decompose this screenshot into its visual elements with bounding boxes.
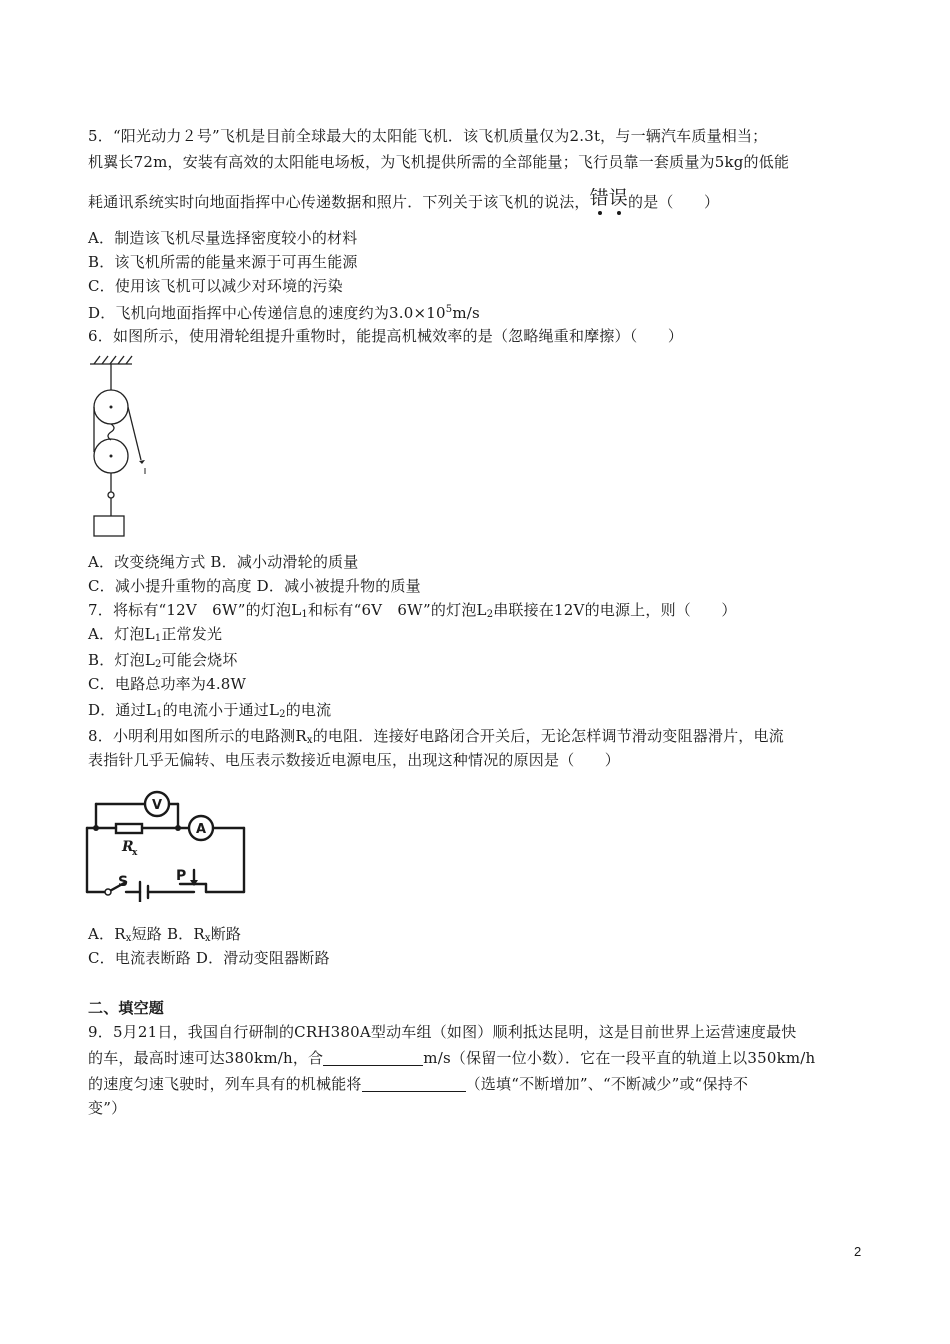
q9-blank-2 [362, 1075, 466, 1092]
q5-option-a: A．制造该飞机尽量选择密度较小的材料 [88, 229, 358, 247]
q5-line2: 机翼长72m，安装有高效的太阳能电场板，为飞机提供所需的全部能量；飞行员靠一套质量为5kg的低能 [88, 153, 790, 171]
q6-options-cd: C．减小提升重物的高度 D．减小被提升物的质量 [88, 577, 421, 595]
q8-line2: 表指针几乎无偏转、电压表示数接近电源电压，出现这种情况的原因是（ ） [88, 751, 621, 769]
q5-emphasis-word: 错误 [590, 188, 628, 208]
q5-line3-post: 的是（ ） [628, 193, 720, 211]
q6-options-ab: A．改变绕绳方式 B．减小动滑轮的质量 [88, 553, 359, 571]
resistor-subscript: x [132, 848, 138, 858]
q5-option-c: C．使用该飞机可以减少对环境的污染 [88, 277, 343, 295]
q8-options-cd: C．电流表断路 D．滑动变阻器断路 [88, 949, 330, 967]
q5-option-b: B．该飞机所需的能量来源于可再生能源 [88, 253, 358, 271]
q5-option-d: D．飞机向地面指挥中心传递信息的速度约为$3.0\times 10^5m/s$ [88, 304, 480, 322]
circuit-diagram [84, 786, 254, 902]
q7-option-b: B．灯泡$L_2$可能会烧坏 [88, 651, 238, 670]
q8-options-ab: A．$R_x$短路 B．$R_x$断路 [88, 925, 242, 944]
voltmeter-label: V [151, 798, 163, 813]
section-heading: 二、填空题 [88, 999, 165, 1017]
ammeter-label: A [195, 822, 207, 837]
q9-line3: 的速度匀速飞驶时，列车具有的机械能将 （选填“不断增加”、“不断减少”或“保持不 [88, 1075, 749, 1093]
q7-option-d: D．通过$L_1$的电流小于通过$L_2$的电流 [88, 701, 332, 720]
resistor-label: R [122, 839, 134, 855]
q7-option-a: A．灯泡$L_1$正常发光 [88, 625, 223, 644]
q5-line3 [88, 188, 719, 214]
q5-line1: 5．“阳光动力２号”飞机是目前全球最大的太阳能飞机．该飞机质量仅为2.3t，与一辆汽车质量相当； [88, 127, 768, 145]
slider-label: P [176, 868, 187, 884]
switch-label: S [118, 874, 129, 890]
q8-line1: 8．小明利用如图所示的电路测$R_x$的电阻．连接好电路闭合开关后，无论怎样调节滑动变阻器滑片，电流 [88, 727, 784, 746]
q9-line4: 变”） [88, 1099, 127, 1117]
q9-blank-1 [323, 1049, 423, 1066]
pulley-figure [86, 352, 166, 542]
q9-line1: 9．5月21日，我国自行研制的CRH380A型动车组（如图）顺利抵达昆明，这是目前世界上运营速度最快 [88, 1023, 797, 1041]
q9-line2: 的车，最高时速可达380km/h，合 m/s（保留一位小数）．它在一段平直的轨道上以350km/h [88, 1049, 816, 1067]
q7-stem: 7．将标有“12V 6W”的灯泡$L_1$和标有“6V 6W”的灯泡$L_2$串联接在12V的电源上，则（ ） [88, 601, 737, 620]
page-number: 2 [854, 1244, 862, 1259]
q7-option-c: C．电路总功率为4.8W [88, 675, 247, 693]
q6-stem: 6．如图所示，使用滑轮组提升重物时，能提高机械效率的是（忽略绳重和摩擦）（ ） [88, 327, 684, 345]
q5-line3-pre: 耗通讯系统实时向地面指挥中心传递数据和照片．下列关于该飞机的说法， [88, 193, 590, 211]
